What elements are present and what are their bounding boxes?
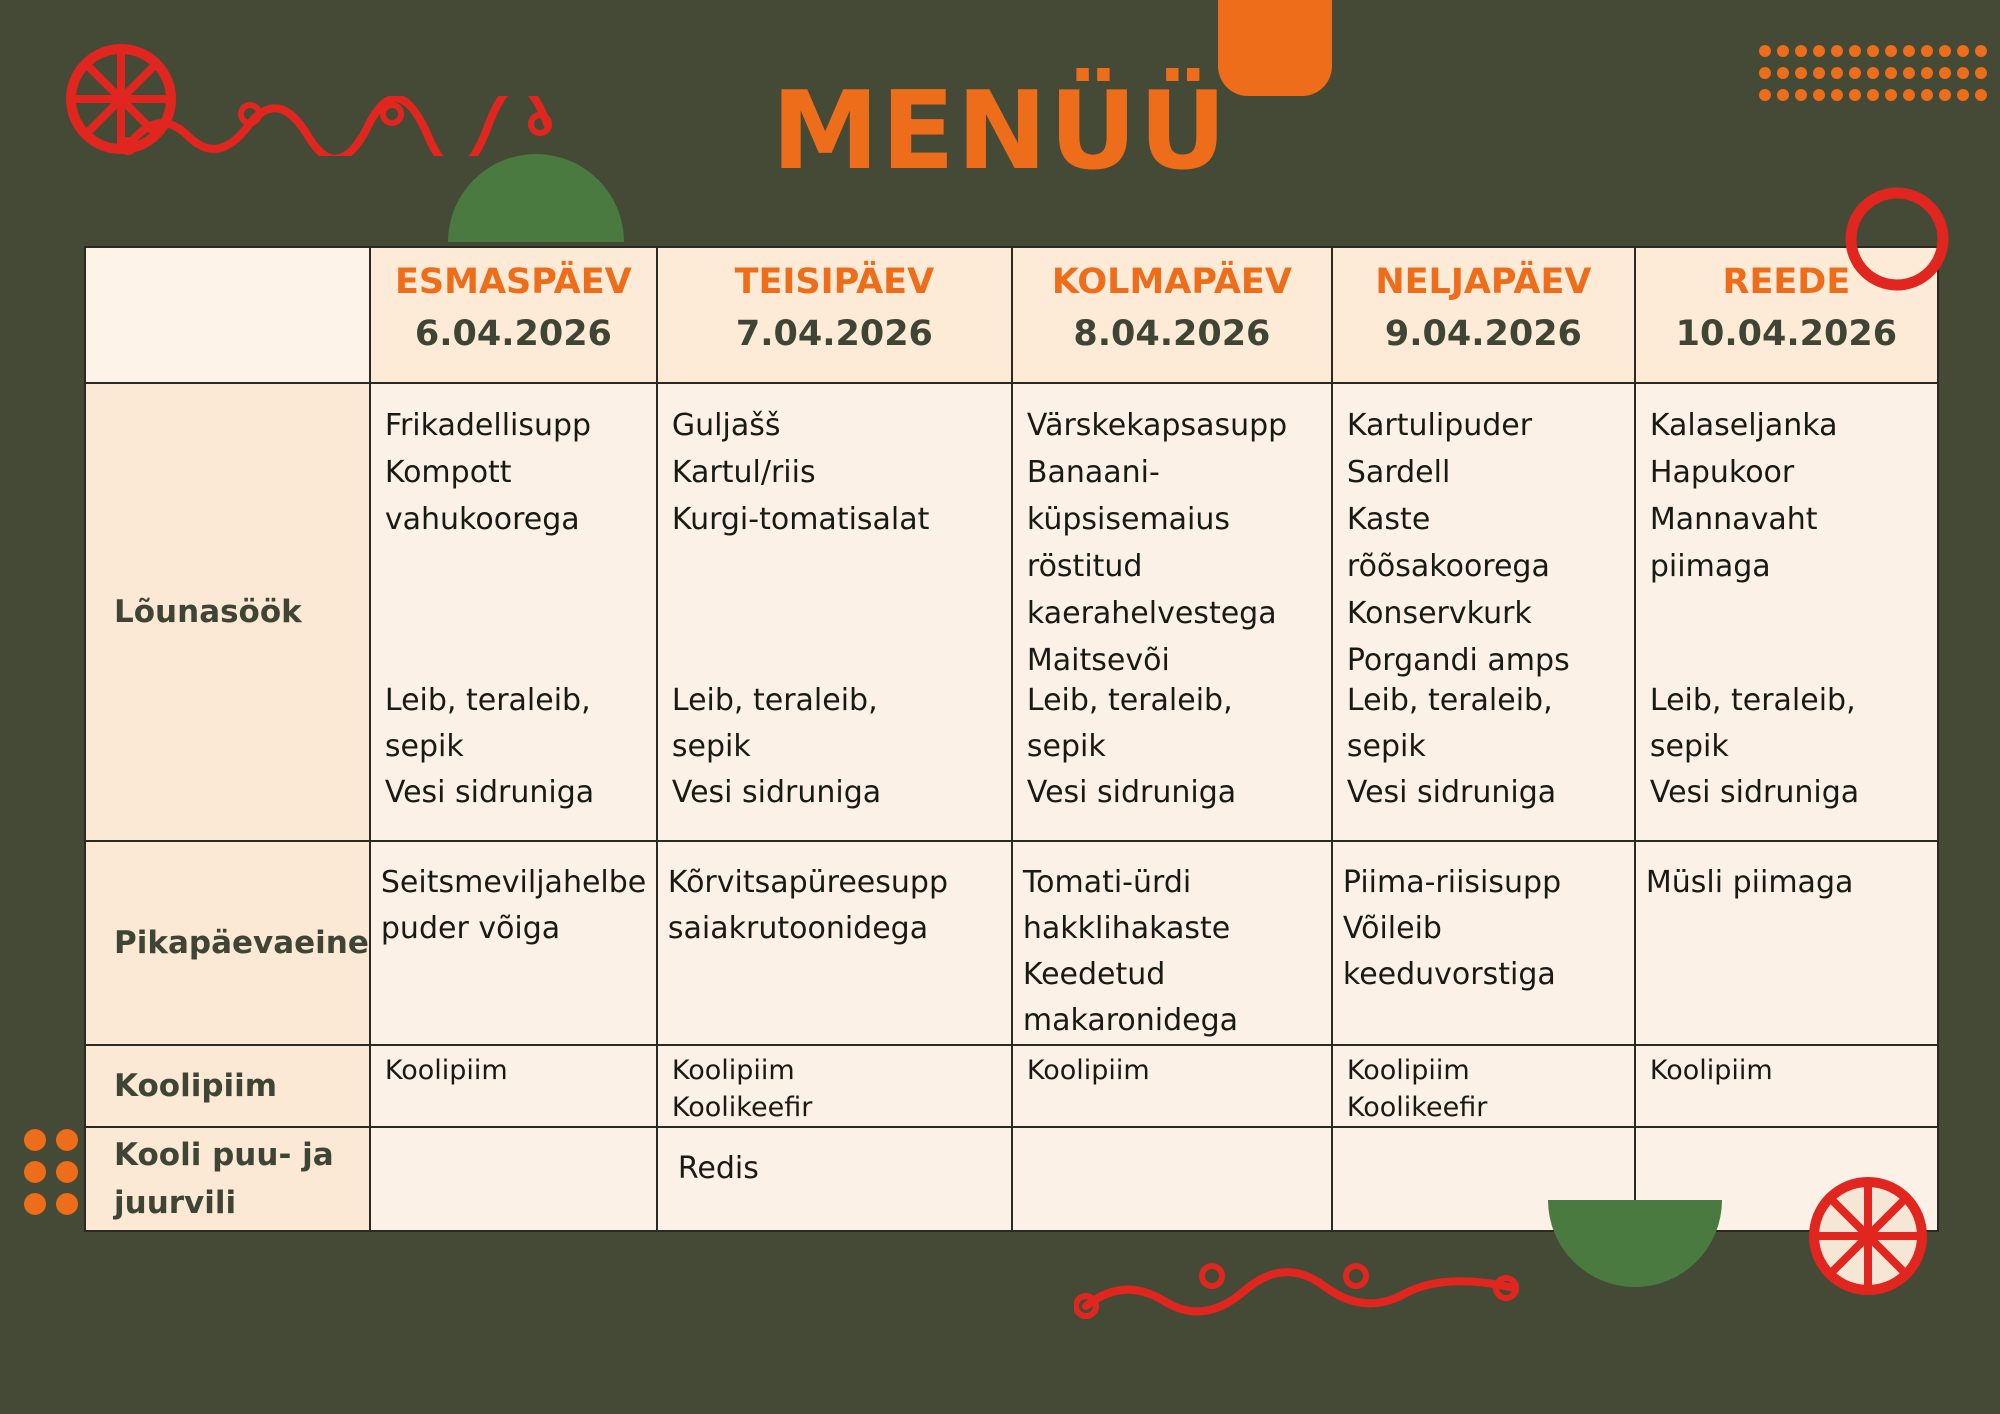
afternoon-cell xyxy=(370,841,657,1045)
afternoon-items xyxy=(658,842,1011,952)
afternoon-items xyxy=(1636,842,1937,906)
afternoon-items xyxy=(1333,842,1634,998)
milk-cell xyxy=(1012,1045,1332,1127)
day-name: KOLMAPÄEV xyxy=(1051,262,1292,302)
menu-item: Seitsmeviljahelbe xyxy=(380,865,647,900)
menu-item: Redis xyxy=(677,1151,759,1186)
row-label-text: Koolipiim xyxy=(114,1067,278,1104)
row-label-afternoon xyxy=(85,841,370,1045)
menu-item: Leib, teraleib, xyxy=(671,683,878,718)
day-name: TEISIPÄEV xyxy=(734,262,935,302)
row-label-milk xyxy=(85,1045,370,1127)
bread-and-drink xyxy=(1333,678,1564,816)
main-dishes xyxy=(371,384,656,543)
milk-items xyxy=(1636,1046,1937,1089)
bread-and-drink xyxy=(658,678,889,816)
day-header xyxy=(1332,247,1635,383)
afternoon-items xyxy=(371,842,656,952)
afternoon-cell xyxy=(1332,841,1635,1045)
fruit-items xyxy=(658,1128,1011,1192)
menu-item: Kõrvitsapüreesupp xyxy=(667,865,948,900)
afternoon-cell xyxy=(1012,841,1332,1045)
afternoon-cell xyxy=(1635,841,1938,1045)
menu-item: Tomati-ürdi xyxy=(1022,865,1192,900)
menu-item: Kartulipuder xyxy=(1346,408,1533,443)
row-label-text: Kooli puu- ja juurvili xyxy=(114,1136,334,1221)
menu-item: piimaga xyxy=(1649,549,1771,584)
menu-item: sepik xyxy=(1346,729,1426,764)
menu-item: Koolipiim xyxy=(671,1055,795,1086)
menu-item: Vesi sidruniga xyxy=(384,775,595,810)
menu-item: puder võiga xyxy=(380,911,561,946)
day-date: 6.04.2026 xyxy=(414,314,612,354)
lunch-cell-content xyxy=(1636,384,1937,840)
fruit-items xyxy=(1333,1128,1634,1146)
menu-item: sepik xyxy=(1649,729,1729,764)
fruit-cell xyxy=(370,1127,657,1231)
menu-item: Koolikeefir xyxy=(1346,1092,1488,1123)
milk-items xyxy=(371,1046,656,1089)
row-label-lunch xyxy=(85,383,370,841)
bread-and-drink xyxy=(1636,678,1867,816)
milk-items xyxy=(658,1046,1011,1126)
menu-item: sepik xyxy=(384,729,464,764)
menu-item: Võileib xyxy=(1342,911,1442,946)
milk-row xyxy=(85,1045,1938,1127)
day-date: 7.04.2026 xyxy=(735,314,933,354)
menu-item: saiakrutoonidega xyxy=(667,911,929,946)
menu-item: Keedetud xyxy=(1022,957,1166,992)
menu-item: sepik xyxy=(1026,729,1106,764)
menu-item: Müsli piimaga xyxy=(1645,865,1854,900)
menu-table xyxy=(84,246,1939,1232)
menu-item: Leib, teraleib, xyxy=(384,683,591,718)
menu-item: Mannavaht xyxy=(1649,502,1818,537)
fruit-items xyxy=(371,1128,656,1146)
menu-item: Kalaseljanka xyxy=(1649,408,1838,443)
day-header xyxy=(657,247,1012,383)
menu-item: vahukoorega xyxy=(384,502,580,537)
fruit-items xyxy=(1636,1128,1937,1146)
bread-and-drink xyxy=(1013,678,1244,816)
lunch-cell xyxy=(1332,383,1635,841)
fruit-cell xyxy=(657,1127,1012,1231)
main-dishes xyxy=(1013,384,1331,684)
half-circle xyxy=(1546,1198,1724,1298)
menu-item: Konservkurk xyxy=(1346,596,1532,631)
lunch-cell-content xyxy=(371,384,656,840)
day-name: ESMASPÄEV xyxy=(395,262,632,302)
menu-item: keeduvorstiga xyxy=(1342,957,1556,992)
menu-item: Koolipiim xyxy=(384,1055,508,1086)
lunch-row xyxy=(85,383,1938,841)
menu-item: Leib, teraleib, xyxy=(1346,683,1553,718)
menu-item: Vesi sidruniga xyxy=(1346,775,1557,810)
fruit-items xyxy=(1013,1128,1331,1146)
bread-and-drink xyxy=(371,678,602,816)
menu-item: Porgandi amps xyxy=(1346,643,1570,678)
milk-items xyxy=(1013,1046,1331,1089)
menu-item: Leib, teraleib, xyxy=(1649,683,1856,718)
afternoon-cell xyxy=(657,841,1012,1045)
day-header xyxy=(370,247,657,383)
menu-item: Koolipiim xyxy=(1649,1055,1773,1086)
menu-item: Sardell xyxy=(1346,455,1451,490)
menu-item: Guljašš xyxy=(671,408,781,443)
afternoon-row xyxy=(85,841,1938,1045)
menu-item: Koolikeefir xyxy=(671,1092,813,1123)
milk-cell xyxy=(1635,1045,1938,1127)
menu-item: Kurgi-tomatisalat xyxy=(671,502,930,537)
menu-item: hakklihakaste xyxy=(1022,911,1231,946)
main-dishes xyxy=(1636,384,1937,590)
milk-items xyxy=(1333,1046,1634,1126)
day-date: 9.04.2026 xyxy=(1384,314,1582,354)
day-header xyxy=(1012,247,1332,383)
menu-item: Leib, teraleib, xyxy=(1026,683,1233,718)
menu-item: Vesi sidruniga xyxy=(1026,775,1237,810)
fruit-cell xyxy=(1012,1127,1332,1231)
main-dishes xyxy=(658,384,1011,543)
menu-item: Kartul/riis xyxy=(671,455,816,490)
milk-cell xyxy=(1332,1045,1635,1127)
menu-item: Koolipiim xyxy=(1026,1055,1150,1086)
menu-item: Frikadellisupp xyxy=(384,408,592,443)
day-name: NELJAPÄEV xyxy=(1375,262,1592,302)
menu-item: makaronidega xyxy=(1022,1003,1239,1038)
lunch-cell xyxy=(370,383,657,841)
lunch-cell xyxy=(1635,383,1938,841)
corner-cell xyxy=(85,247,370,383)
day-name: REEDE xyxy=(1722,262,1851,302)
main-dishes xyxy=(1333,384,1634,684)
wave-line xyxy=(1074,1256,1524,1326)
row-label-text: Pikapäevaeine xyxy=(114,924,369,961)
milk-cell xyxy=(370,1045,657,1127)
afternoon-items xyxy=(1013,842,1331,1044)
menu-item: rõõsakoorega xyxy=(1346,549,1550,584)
day-date: 10.04.2026 xyxy=(1675,314,1898,354)
row-label-fruit xyxy=(85,1127,370,1231)
header-row xyxy=(85,247,1938,383)
menu-item: röstitud xyxy=(1026,549,1143,584)
wheel-icon xyxy=(1808,1176,1928,1296)
menu-item: kaerahelvestega xyxy=(1026,596,1277,631)
ring-icon xyxy=(1842,184,1952,294)
lunch-cell-content xyxy=(1013,384,1331,840)
menu-item: Maitsevõi xyxy=(1026,643,1170,678)
lunch-cell-content xyxy=(658,384,1011,840)
menu-item: Kaste xyxy=(1346,502,1431,537)
menu-item: Värskekapsasupp xyxy=(1026,408,1288,443)
menu-item: sepik xyxy=(671,729,751,764)
lunch-cell xyxy=(657,383,1012,841)
milk-cell xyxy=(657,1045,1012,1127)
menu-item: Vesi sidruniga xyxy=(671,775,882,810)
menu-item: Kompott xyxy=(384,455,512,490)
lunch-cell xyxy=(1012,383,1332,841)
menu-item: Piima-riisisupp xyxy=(1342,865,1562,900)
menu-item: Banaani- xyxy=(1026,455,1160,490)
day-date: 8.04.2026 xyxy=(1073,314,1271,354)
menu-item: küpsisemaius xyxy=(1026,502,1231,537)
menu-item: Vesi sidruniga xyxy=(1649,775,1860,810)
row-label-text: Lõunasöök xyxy=(114,593,302,630)
lunch-cell-content xyxy=(1333,384,1634,840)
page-title: MENÜÜ xyxy=(771,69,1229,194)
menu-item: Hapukoor xyxy=(1649,455,1795,490)
menu-item: Koolipiim xyxy=(1346,1055,1470,1086)
